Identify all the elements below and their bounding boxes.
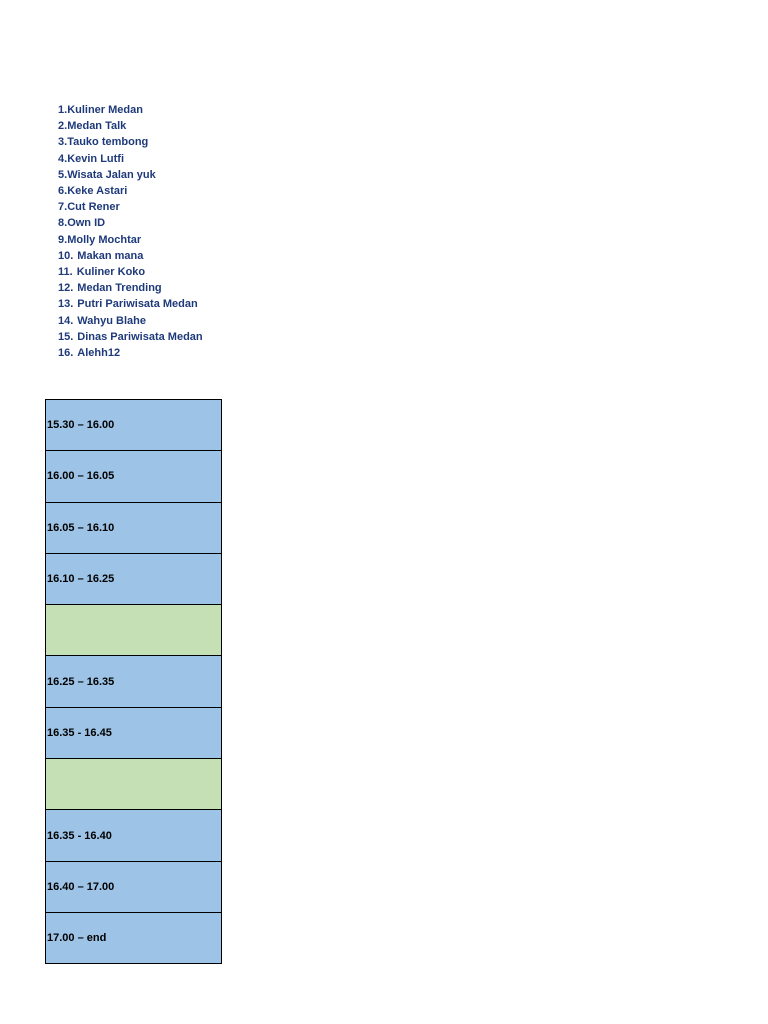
list-item-label: Putri Pariwisata Medan <box>77 298 198 311</box>
table-row <box>46 759 222 810</box>
list-item-number: 12. <box>58 282 74 295</box>
list-item <box>58 248 203 264</box>
list-item-label: Own ID <box>67 217 106 230</box>
list-item-label: Tauko tembong <box>67 136 149 149</box>
list-item-label: Kevin Lutfi <box>67 152 125 165</box>
list-item-number: 6. <box>58 185 68 198</box>
list-item-number: 16. <box>58 347 74 360</box>
list-item-label: Wahyu Blahe <box>77 314 146 327</box>
list-item-number: 1. <box>58 104 68 116</box>
list-item <box>58 215 203 231</box>
break-cell <box>46 605 222 656</box>
list-item-label: Wisata Jalan yuk <box>67 168 156 181</box>
list-item <box>58 232 203 248</box>
list-item-label: Cut Rener <box>67 201 120 214</box>
list-item-label: Alehh12 <box>77 347 121 360</box>
list-item <box>58 313 203 329</box>
list-item-number: 5. <box>58 168 68 181</box>
list-item-number: 8. <box>58 217 68 230</box>
list-item <box>58 151 203 167</box>
list-item-number: 15. <box>58 330 74 343</box>
table-row <box>46 656 222 707</box>
table-row <box>46 451 222 502</box>
table-row <box>46 502 222 553</box>
table-row <box>46 912 222 963</box>
table-row <box>46 553 222 604</box>
list-item-number: 11. <box>58 266 73 279</box>
list-item-label: Kuliner Koko <box>76 266 146 279</box>
table-row <box>46 605 222 656</box>
list-item <box>58 102 203 118</box>
table-row <box>46 810 222 861</box>
account-list <box>58 102 203 361</box>
list-item <box>58 134 203 150</box>
time-slot-cell: 16.40 – 17.00 <box>46 861 222 912</box>
list-item-number: 10. <box>58 249 74 262</box>
list-item <box>58 296 203 312</box>
list-item-number: 14. <box>58 314 74 327</box>
list-item <box>58 199 203 215</box>
list-item <box>58 183 203 199</box>
schedule-table <box>45 399 222 964</box>
list-item-number: 3. <box>58 136 68 149</box>
list-item <box>58 329 203 345</box>
list-item <box>58 280 203 296</box>
time-slot-cell: 16.35 - 16.45 <box>46 707 222 758</box>
time-slot-cell: 16.00 – 16.05 <box>46 451 222 502</box>
time-slot-cell: 16.35 - 16.40 <box>46 810 222 861</box>
list-item-number: 2. <box>58 120 68 133</box>
time-slot-cell: 16.10 – 16.25 <box>46 553 222 604</box>
table-row <box>46 861 222 912</box>
time-slot-cell: 17.00 – end <box>46 912 222 963</box>
time-slot-cell: 16.05 – 16.10 <box>46 502 222 553</box>
list-item-label: Kuliner Medan <box>67 104 143 116</box>
list-item <box>58 118 203 134</box>
table-row <box>46 707 222 758</box>
list-item-label: Medan Trending <box>77 282 162 295</box>
list-item <box>58 167 203 183</box>
list-item-label: Medan Talk <box>67 120 127 133</box>
list-item-number: 7. <box>58 201 68 214</box>
list-item <box>58 264 203 280</box>
list-item-number: 4. <box>58 152 68 165</box>
list-item-label: Dinas Pariwisata Medan <box>77 330 203 343</box>
list-item <box>58 345 203 361</box>
break-cell <box>46 759 222 810</box>
list-item-number: 9. <box>58 233 68 246</box>
list-item-label: Molly Mochtar <box>67 233 142 246</box>
table-row <box>46 400 222 451</box>
list-item-number: 13. <box>58 298 74 311</box>
time-slot-cell: 15.30 – 16.00 <box>46 400 222 451</box>
time-slot-cell: 16.25 – 16.35 <box>46 656 222 707</box>
list-item-label: Keke Astari <box>67 185 128 198</box>
list-item-label: Makan mana <box>77 249 144 262</box>
